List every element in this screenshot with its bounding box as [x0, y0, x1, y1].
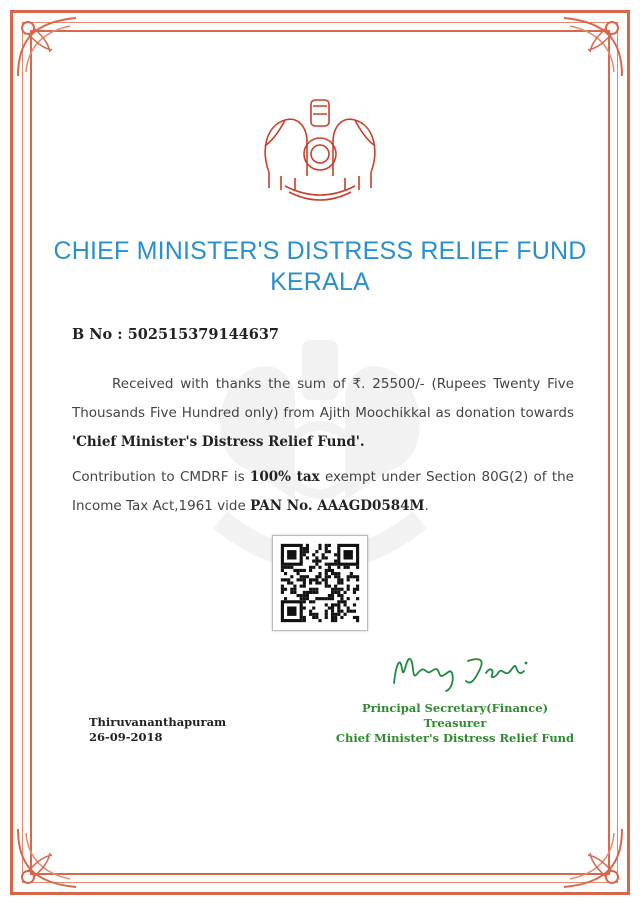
certificate-title — [40, 236, 600, 298]
signatory-role: Treasurer — [423, 716, 487, 730]
corner-ornament-icon — [558, 823, 628, 893]
qr-code-icon — [272, 535, 368, 631]
kerala-emblem-icon — [255, 92, 385, 202]
tax-percentage: 100% tax — [249, 469, 320, 485]
tax-exemption-paragraph — [72, 463, 574, 521]
fund-name-text: 'Chief Minister's Distress Relief Fund'. — [72, 434, 365, 450]
tax-text-end: . — [424, 498, 429, 514]
issue-place: Thiruvananthapuram — [89, 715, 227, 729]
title-line-2: KERALA — [270, 268, 370, 296]
receipt-text: Received with thanks the sum of ₹. 25500/- (Rupees Twenty Five Thousands Five Hundred only) from Ajith Moochikkal as donation towards — [72, 376, 574, 421]
bill-number-label: B No : — [72, 326, 128, 343]
tax-text-start: Contribution to CMDRF is — [72, 469, 250, 485]
corner-ornament-icon — [558, 12, 628, 82]
pan-number: PAN No. AAAGD0584M — [250, 498, 425, 514]
signature-icon — [386, 645, 536, 695]
corner-ornament-icon — [12, 823, 82, 893]
tax-text-middle: exempt under Section 80G(2) of the Income Tax Act,1961 vide — [72, 469, 574, 514]
signatory-designation: Principal Secretary(Finance) — [361, 701, 549, 715]
bill-number-row — [72, 326, 279, 343]
title-line-1: CHIEF MINISTER'S DISTRESS RELIEF FUND — [53, 237, 587, 265]
corner-ornament-icon — [12, 12, 82, 82]
receipt-paragraph — [72, 370, 574, 457]
signatory-fund: Chief Minister's Distress Relief Fund — [335, 731, 575, 745]
issue-date: 26-09-2018 — [89, 730, 163, 744]
bill-number-value: 502515379144637 — [127, 326, 280, 343]
